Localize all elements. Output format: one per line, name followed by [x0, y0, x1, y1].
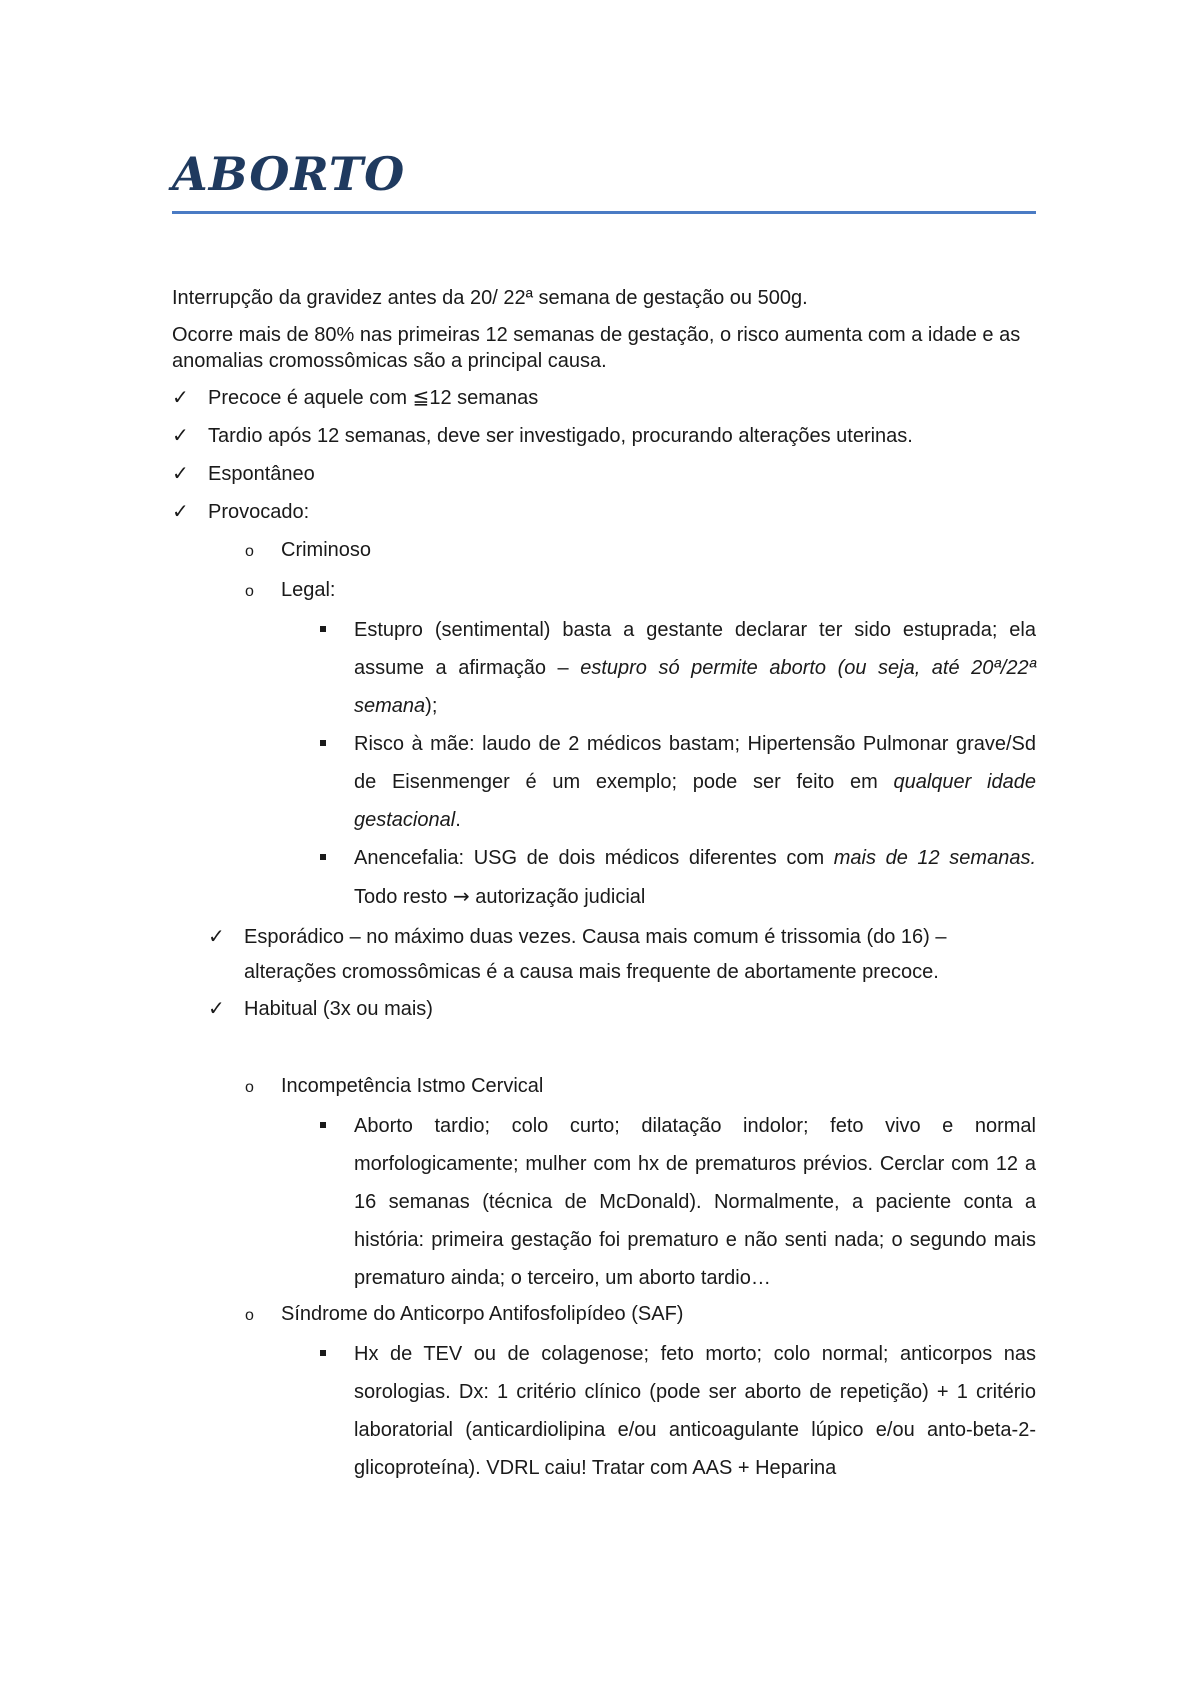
- detail-emphasis: qualquer idade gestacional: [354, 771, 1036, 831]
- check-list-item: [208, 920, 1036, 990]
- check-item-text: Esporádico – no máximo duas vezes. Causa mais comum é trissomia (do 16) – alterações cromossômicas é a causa mais frequente de abortamente precoce.: [244, 926, 947, 983]
- detail-list-item: [354, 725, 1036, 839]
- circle-bullet-icon: o: [245, 543, 254, 560]
- detail-text: );: [425, 695, 438, 717]
- detail-list-item: [354, 1335, 1036, 1487]
- detail-text: .: [455, 809, 461, 831]
- check-list-item: [172, 499, 1036, 525]
- detail-emphasis: estupro só permite aborto (ou seja, até 20ª/22ª semana: [354, 657, 1036, 717]
- square-bullet-icon: [320, 854, 326, 860]
- spacer: [172, 1039, 1036, 1073]
- check-list-item: [172, 423, 1036, 449]
- square-bullet-icon: [320, 1122, 326, 1128]
- check-item-text: Tardio após 12 semanas, deve ser investigado, procurando alterações uterinas.: [208, 425, 913, 447]
- intro-paragraph: Interrupção da gravidez antes da 20/ 22ª semana de gestação ou 500g.: [172, 287, 808, 309]
- circle-bullet-icon: o: [245, 1307, 254, 1324]
- intro-paragraph: Ocorre mais de 80% nas primeiras 12 semanas de gestação, o risco aumenta com a idade e as anomalias cromossômicas são a principal causa.: [172, 324, 1021, 372]
- checkmark-icon: ✓: [208, 998, 225, 1020]
- sub-item-text: Criminoso: [281, 539, 372, 561]
- detail-text: Todo resto: [354, 886, 453, 908]
- right-arrow-icon: →: [452, 884, 470, 908]
- checkmark-icon: ✓: [172, 387, 189, 409]
- check-item-text: Espontâneo: [208, 463, 315, 485]
- checkmark-icon: ✓: [208, 926, 225, 948]
- detail-text: autorização judicial: [469, 886, 646, 908]
- detail-list-item: [354, 839, 1036, 916]
- check-list-item: [172, 385, 1036, 411]
- check-list-item: [208, 992, 1036, 1027]
- check-list-item: [172, 461, 1036, 487]
- checkmark-icon: ✓: [172, 425, 189, 447]
- sub-item-text: Síndrome do Anticorpo Antifosfolipídeo (SAF): [281, 1303, 684, 1325]
- document-title: ABORTO: [172, 147, 406, 201]
- sub-item-text: Legal:: [281, 579, 336, 601]
- check-item-text: Habitual (3x ou mais): [244, 998, 433, 1020]
- detail-list-item: [354, 611, 1036, 725]
- square-bullet-icon: [320, 1350, 326, 1356]
- square-bullet-icon: [320, 740, 326, 746]
- sub-list-item: [245, 577, 1036, 603]
- circle-bullet-icon: o: [245, 583, 254, 600]
- sub-list-item: [245, 1301, 1036, 1327]
- document-body: [172, 285, 1036, 1487]
- sub-list-item: [245, 1073, 1036, 1099]
- checkmark-icon: ✓: [172, 501, 189, 523]
- square-bullet-icon: [320, 626, 326, 632]
- detail-text: Risco à mãe: laudo de 2 médicos bastam; Hipertensão Pulmonar grave/Sd de Eisenmenger é um exemplo; pode ser feito em: [354, 733, 1036, 793]
- detail-text: Hx de TEV ou de colagenose; feto morto; colo normal; anticorpos nas sorologias. Dx: 1 critério clínico (pode ser aborto de repetição) + 1 critério laboratorial (anticardiolipina e/ou anticoagulante lúpico e/ou anto-beta-2-glicoproteína). VDRL caiu! Tratar com AAS + Heparina: [354, 1343, 1036, 1479]
- check-item-text: Provocado:: [208, 501, 310, 523]
- checkmark-icon: ✓: [172, 463, 189, 485]
- circle-bullet-icon: o: [245, 1079, 254, 1096]
- detail-emphasis: mais de 12 semanas.: [833, 847, 1036, 869]
- detail-list-item: [354, 1107, 1036, 1297]
- detail-text: Anencefalia: USG de dois médicos diferentes com: [354, 847, 834, 869]
- detail-text: Aborto tardio; colo curto; dilatação indolor; feto vivo e normal morfologicamente; mulher com hx de prematuros prévios. Cerclar com 12 a 16 semanas (técnica de McDonald). Normalmente, a paciente conta a história: primeira gestação foi prematuro e não senti nada; o segundo mais prematuro ainda; o terceiro, um aborto tardio…: [354, 1115, 1036, 1289]
- title-underline: [172, 211, 1036, 214]
- check-item-text: Precoce é aquele com ≦12 semanas: [208, 387, 539, 409]
- sub-list-item: [245, 537, 1036, 563]
- detail-text: Estupro (sentimental) basta a gestante declarar ter sido estuprada; ela assume a afirmação –: [354, 619, 1036, 679]
- sub-item-text: Incompetência Istmo Cervical: [281, 1075, 544, 1097]
